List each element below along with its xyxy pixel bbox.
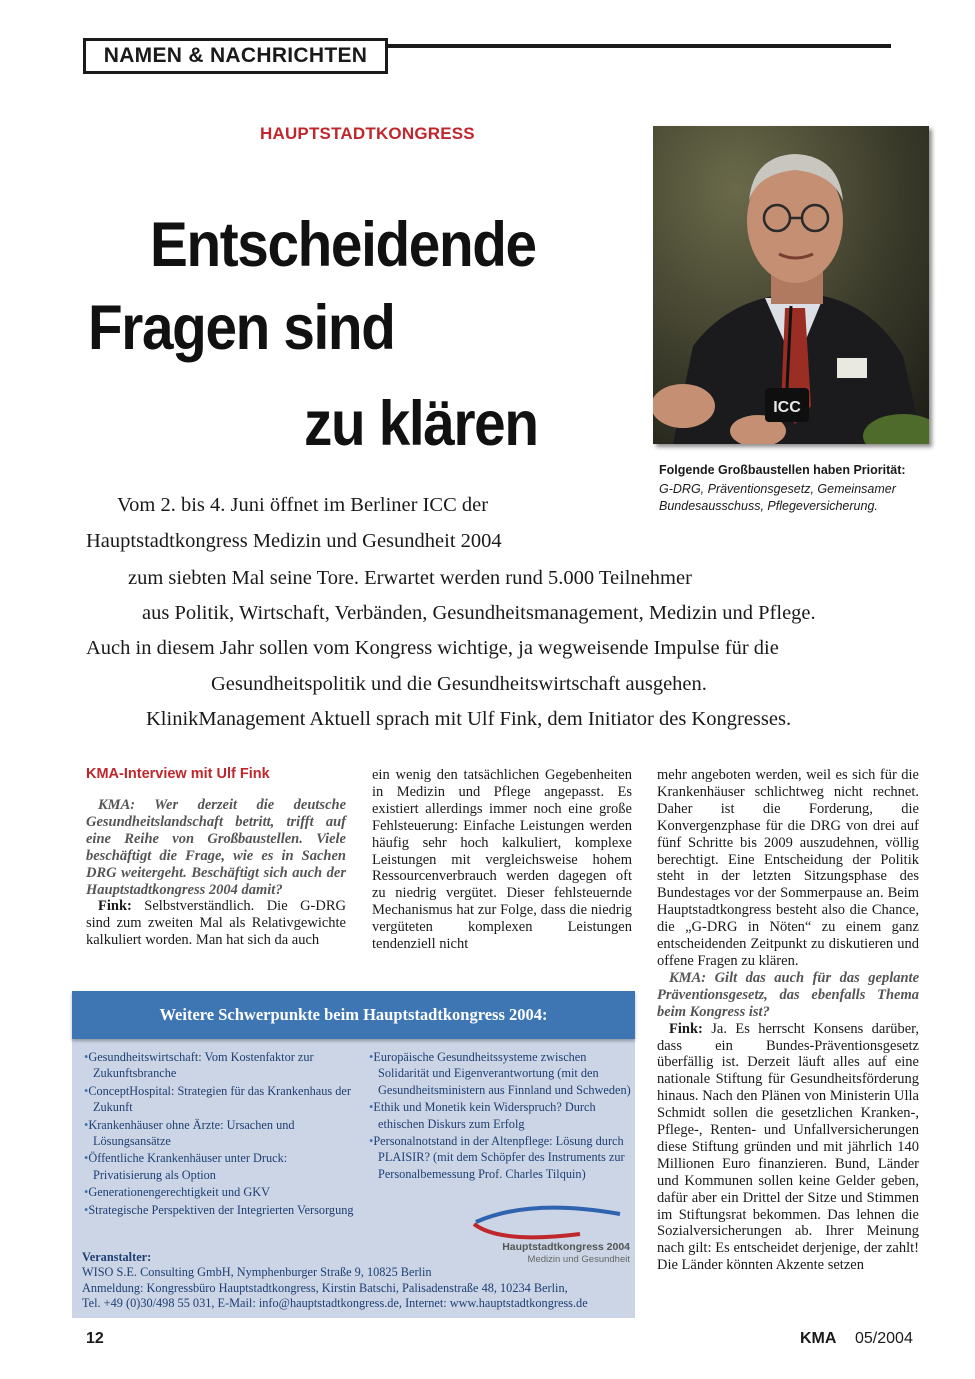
column-3 [657, 767, 919, 1274]
question-1: KMA: Wer derzeit die deutsche Gesundheitslandschaft betritt, trifft auf eine Reihe von Großbaustellen. Viele beschäftigt die Frage, wie es in Sachen DRG weitergeht. Beschäftigt sich auch der Hauptstadtkongress 2004 damit? [86, 797, 346, 898]
column-2 [372, 767, 632, 953]
bullet-icon: • [369, 1050, 374, 1064]
logo-title: Hauptstadtkongress 2004 [502, 1241, 630, 1253]
organizer-info [82, 1250, 627, 1311]
headline-line-3: zu klären [304, 389, 538, 459]
bullet-icon: • [84, 1050, 89, 1064]
answer-2: Ja. Es herrscht Konsens darüber, dass ein Bundes-Präventionsgesetz überfällig ist. Derzeit läuft alles auf eine nationale Stiftung für Gesundheitsförderung hinaus. Nach den Plänen von Ministerin Ulla Schmidt sollen die gesetzlichen Kranken-, Pflege-, Renten- und Unfallversicherungen diese Stiftung gründen und mit jährlich 140 Millionen Euro finanzieren. Bund, Länder und Kommunen sollen keine Gelder geben, dafür aber ein Drittel der Sitze und Stimmen im Stiftungsrat bekommen. Das lehnen die Sozialversicherungen ab. Ihrer Meinung nach gilt: Es entscheidet derjenige, der zahlt! Die Länder könnten Akzente setzen [657, 1020, 920, 1274]
intro-line-3: zum siebten Mal seine Tore. Erwartet werden rund 5.000 Teilnehmer [128, 567, 692, 589]
intro-line-1: Vom 2. bis 4. Juni öffnet im Berliner ICC der [117, 494, 489, 516]
bullet-icon: • [84, 1185, 89, 1200]
speaker-photo [653, 126, 929, 444]
section-label: NAMEN & NACHRICHTEN [83, 38, 388, 74]
list-item: •Europäische Gesundheitssysteme zwischen Solidarität und Eigenverantwortung (mit den Gesundheitsministern aus Finnland und Schweden) [369, 1050, 631, 1097]
bullet-icon: • [84, 1083, 89, 1098]
logo-subtitle: Medizin und Gesundheit [527, 1254, 630, 1265]
list-item: •Personalnotstand in der Altenpflege: Lösung durch PLAISIR? (mit dem Schöpfer des Instruments zur Personalbemessung Prof. Charles Tilquin) [369, 1134, 625, 1181]
list-item: •Krankenhäuser ohne Ärzte: Ursachen und Lösungsansätze [84, 1117, 295, 1149]
intro-line-5: Auch in diesem Jahr sollen vom Kongress wichtige, ja wegweisende Impulse für die [86, 637, 779, 659]
answer-1-continued: ein wenig den tatsächlichen Gegebenheiten in Medizin und Pflege angepasst. Es existiert allerdings immer noch eine große Fehlsteuerung: Einfache Leistungen werden häufig sehr hoch kalkuliert, komplexe Leistungen mit vergleichsweise hohem Ressourcenverbrauch werden dagegen oft zu niedrig vergütet. Dieser fehlsteuernde Mechanismus hat zur Folge, dass die niedrig vergüteten komplexen Leistungen tendenziell nicht [372, 767, 632, 953]
bullet-icon: • [369, 1134, 374, 1149]
list-item: •Öffentliche Krankenhäuser unter Druck: Privatisierung als Option [84, 1151, 288, 1182]
list-item: •Strategische Perspektiven der Integrierten Versorgung [84, 1202, 354, 1217]
intro-line-6: Gesundheitspolitik und die Gesundheitswirtschaft ausgehen. [211, 673, 707, 695]
list-item: •Generationengerechtigkeit und GKV [84, 1185, 270, 1200]
topics-list-right [369, 1049, 631, 1183]
list-item: •Ethik und Monetik kein Widerspruch? Durch ethischen Diskurs zum Erfolg [369, 1100, 596, 1131]
topics-list-left [84, 1049, 354, 1219]
page-number: 12 [86, 1330, 104, 1347]
intro-line-4: aus Politik, Wirtschaft, Verbänden, Gesundheitsmanagement, Medizin und Pflege. [142, 602, 816, 624]
registration-line: Anmeldung: Kongressbüro Hauptstadtkongress, Kirstin Batschi, Palisadenstraße 48, 10234 Berlin, [82, 1280, 568, 1295]
podium-label: ICC [773, 399, 801, 416]
bullet-icon: • [84, 1202, 89, 1217]
list-item: •Gesundheitswirtschaft: Vom Kostenfaktor zur Zukunftsbranche [84, 1050, 314, 1081]
info-box-title: Weitere Schwerpunkte beim Hauptstadtkongress 2004: [72, 991, 635, 1039]
answer-1-end: mehr angeboten werden, weil es sich für die Krankenhäuser schlichtweg nicht rechnet. Daher ist die Forderung, die Konvergenzphase für die DRG von drei auf fünf Schritte bis 2009 auszudehnen, völlig berechtigt. Eine Entscheidung der Politik steht in der letzten Sitzungsphase des Bundestages vor der Sommerpause an. Beim Hauptstadtkongress besteht also die Chance, die „G-DRG in Nöten“ zu einem ganz entscheidenden Zeitpunkt zu diskutieren und offene Fragen zu klären. [657, 767, 919, 969]
magazine-name: KMA [800, 1330, 837, 1347]
issue-number: 05/2004 [855, 1330, 913, 1347]
speaker-label: Fink: [669, 1020, 703, 1037]
organizer-line: WISO S.E. Consulting GmbH, Nymphenburger Straße 9, 10825 Berlin [82, 1265, 432, 1280]
photo-caption-text: G-DRG, Präventionsgesetz, Gemeinsamer Bundesausschuss, Pflegeversicherung. [659, 482, 896, 513]
contact-line: Tel. +49 (0)30/498 55 031, E-Mail: info@hauptstadtkongress.de, Internet: www.hauptstadtkongress.de [82, 1295, 588, 1310]
bullet-icon: • [369, 1100, 374, 1115]
bullet-icon: • [84, 1151, 89, 1166]
organizer-label: Veranstalter: [82, 1250, 152, 1264]
intro-line-2: Hauptstadtkongress Medizin und Gesundheit 2004 [86, 530, 502, 552]
kicker: HAUPTSTADTKONGRESS [260, 124, 475, 143]
bullet-icon: • [84, 1117, 89, 1132]
list-item: •ConceptHospital: Strategien für das Krankenhaus der Zukunft [84, 1083, 351, 1115]
column-1 [86, 797, 346, 949]
intro-line-7: KlinikManagement Aktuell sprach mit Ulf Fink, dem Initiator des Kongresses. [146, 708, 792, 730]
photo-caption-title: Folgende Großbaustellen haben Priorität: [659, 463, 906, 477]
speaker-label: Fink: [98, 898, 132, 915]
interview-title: KMA-Interview mit Ulf Fink [86, 766, 270, 782]
answer-1: Selbstverständlich. Die G-DRG sind zum zweiten Mal als Relativgewichte kalkuliert worden. Man hat sich da auch [86, 898, 346, 949]
headline-line-1: Entscheidende [150, 210, 536, 280]
headline-line-2: Fragen sind [88, 293, 395, 363]
question-2: KMA: Gilt das auch für das geplante Präventionsgesetz, das ebenfalls Thema beim Kongress ist? [657, 969, 919, 1020]
